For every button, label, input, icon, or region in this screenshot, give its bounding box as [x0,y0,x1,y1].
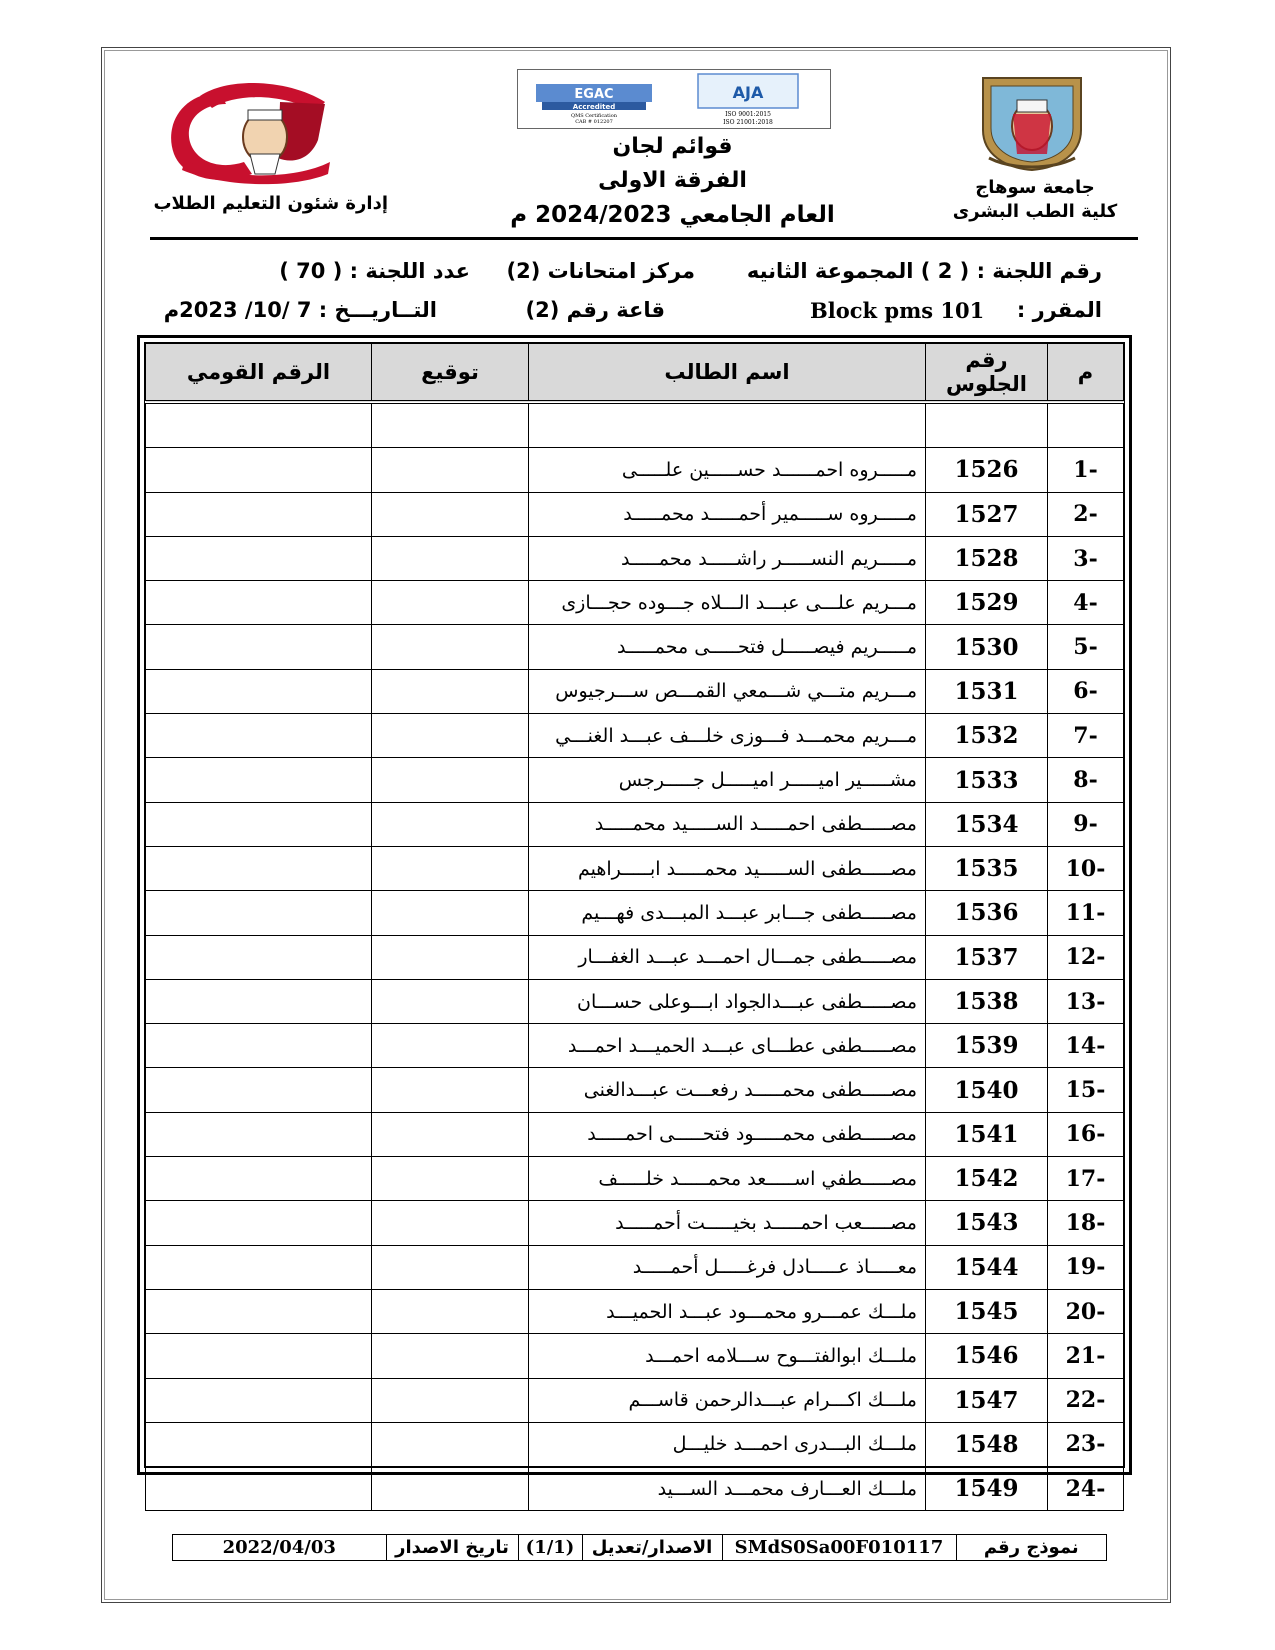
issue-date-label: تاريخ الاصدار [386,1535,518,1560]
seat-number: 1533 [926,758,1048,802]
national-id-cell [146,891,372,935]
signature-cell [372,935,529,979]
sohag-university-logo [973,70,1091,172]
national-id-cell [146,979,372,1023]
committee-count: عدد اللجنة : ( 70 ) [279,259,470,283]
exam-date: التــاريـــخ : 7 /10/ 2023م [163,298,437,322]
row-index: -13 [1048,979,1124,1023]
student-roster-table [137,335,1132,1503]
table-row [146,448,1124,492]
version-value: (1/1) [518,1535,582,1560]
form-number-label: نموذج رقم [956,1535,1106,1560]
signature-cell [372,669,529,713]
student-name: مصـــــطفى عطـــاى عبـــد الحميـــد احمـــد [529,1024,926,1068]
row-index: -2 [1048,492,1124,536]
seat-number: 1540 [926,1068,1048,1112]
row-index: -8 [1048,758,1124,802]
university-line-1: جامعة سوهاج [975,177,1095,198]
national-id-cell [146,581,372,625]
sohag-medicine-logo [160,82,350,186]
seat-number: 1537 [926,935,1048,979]
student-name: مصـــــطفى الســـــيد محمـــــد ابـــــراهيم [529,846,926,890]
student-name: مصـــــطفى جـــابر عبـــد المبـــدى فهـــيم [529,891,926,935]
row-index: -19 [1048,1245,1124,1289]
student-name: مـــــروه احمــــــد حســـــين علـــــى [529,448,926,492]
version-label: الاصدار/تعديل [582,1535,722,1560]
signature-cell [372,492,529,536]
row-index: -10 [1048,846,1124,890]
signature-cell [372,1334,529,1378]
row-index: -3 [1048,536,1124,580]
seat-number: 1542 [926,1157,1048,1201]
national-id-cell [146,1422,372,1466]
student-name: مشـــــير اميـــــر اميـــــل جـــــرجس [529,758,926,802]
exam-center: مركز امتحانات (2) [506,259,695,283]
table-row [146,1112,1124,1156]
student-name: ملـــك العـــارف محمـــد الســـيد [529,1467,926,1511]
row-index: -16 [1048,1112,1124,1156]
seat-number: 1549 [926,1467,1048,1511]
svg-text:EGAC: EGAC [574,87,614,102]
row-index: -21 [1048,1334,1124,1378]
row-index: -5 [1048,625,1124,669]
row-index: -17 [1048,1157,1124,1201]
hall-number: قاعة رقم (2) [525,298,665,322]
course-value: Block pms 101 [810,298,985,323]
table-spacer [146,402,1124,448]
title-line-3: العام الجامعي 2024/2023 م [510,202,835,228]
student-name: مصـــــطفى عبـــدالجواد ابـــوعلى حســـان [529,979,926,1023]
header-seat-number: رقم الجلوس [926,344,1048,403]
national-id-cell [146,802,372,846]
national-id-cell [146,1024,372,1068]
table-row [146,758,1124,802]
table-row [146,1024,1124,1068]
national-id-cell [146,1334,372,1378]
signature-cell [372,536,529,580]
seat-number: 1539 [926,1024,1048,1068]
seat-number: 1530 [926,625,1048,669]
student-name: ملـــك البـــدرى احمـــد خليـــل [529,1422,926,1466]
signature-cell [372,802,529,846]
national-id-cell [146,1378,372,1422]
signature-cell [372,758,529,802]
signature-cell [372,1245,529,1289]
svg-text:Accredited: Accredited [572,103,616,111]
row-index: -20 [1048,1289,1124,1333]
title-line-2: الفرقة الاولى [598,168,747,193]
student-name: مصـــــطفي اســـــعد محمـــــد خلـــــف [529,1157,926,1201]
student-name: ملـــك عمـــرو محمـــود عبـــد الحميـــد [529,1289,926,1333]
student-name: مصـــــطفى محمـــــد رفعـــت عبـــدالغنى [529,1068,926,1112]
signature-cell [372,979,529,1023]
table-row [146,492,1124,536]
committee-number: رقم اللجنة : ( 2 ) المجموعة الثانيه [746,259,1102,283]
course-label: المقرر : [1016,298,1102,322]
table-row [146,1334,1124,1378]
seat-number: 1541 [926,1112,1048,1156]
form-footer [172,1534,1107,1561]
national-id-cell [146,669,372,713]
seat-number: 1531 [926,669,1048,713]
spacer-cell [146,402,372,448]
national-id-cell [146,1157,372,1201]
svg-text:QMS Certification: QMS Certification [571,113,617,119]
signature-cell [372,625,529,669]
row-index: -22 [1048,1378,1124,1422]
svg-text:ISO 9001:2015: ISO 9001:2015 [725,111,771,118]
table-row [146,1201,1124,1245]
national-id-cell [146,1467,372,1511]
table-row [146,1245,1124,1289]
national-id-cell [146,1068,372,1112]
national-id-cell [146,625,372,669]
spacer-cell [529,402,926,448]
national-id-cell [146,935,372,979]
row-index: -7 [1048,714,1124,758]
national-id-cell [146,1201,372,1245]
spacer-cell [1048,402,1124,448]
seat-number: 1529 [926,581,1048,625]
table-row [146,1289,1124,1333]
university-name [950,176,1120,224]
form-number: SMdS0Sa00F010117 [722,1535,956,1560]
table-row [146,714,1124,758]
table-row [146,891,1124,935]
row-index: -1 [1048,448,1124,492]
svg-text:ISO 21001:2018: ISO 21001:2018 [723,119,773,126]
row-index: -23 [1048,1422,1124,1466]
student-name: مـــريم علـــى عبـــد الـــلاه جـــوده حجـــازى [529,581,926,625]
row-index: -14 [1048,1024,1124,1068]
table-row [146,979,1124,1023]
seat-number: 1543 [926,1201,1048,1245]
seat-number: 1538 [926,979,1048,1023]
row-index: -11 [1048,891,1124,935]
header-student-name: اسم الطالب [529,344,926,403]
student-name: معـــــاذ عـــــادل فرغـــــل أحمـــــد [529,1245,926,1289]
student-name: مصـــــعب احمـــــد بخيـــــت أحمـــــد [529,1201,926,1245]
student-name: مصـــــطفى احمـــــد الســـــيد محمـــــد [529,802,926,846]
seat-number: 1546 [926,1334,1048,1378]
issue-date: 2022/04/03 [222,1537,336,1558]
table-row [146,1422,1124,1466]
signature-cell [372,846,529,890]
signature-cell [372,581,529,625]
student-name: مـــــريم فيصـــــل فتحـــــى محمـــــد [529,625,926,669]
national-id-cell [146,536,372,580]
title-line-1: قوائم لجان [612,134,733,159]
seat-number: 1535 [926,846,1048,890]
signature-cell [372,714,529,758]
national-id-cell [146,492,372,536]
student-name: مـــــروه ســـــمير أحمـــــد محمـــــد [529,492,926,536]
spacer-cell [372,402,529,448]
signature-cell [372,1157,529,1201]
seat-number: 1527 [926,492,1048,536]
signature-cell [372,448,529,492]
table-row [146,625,1124,669]
row-index: -4 [1048,581,1124,625]
signature-cell [372,1201,529,1245]
seat-number: 1548 [926,1422,1048,1466]
table-row [146,669,1124,713]
table-header-row [146,344,1124,403]
signature-cell [372,1112,529,1156]
seat-number: 1544 [926,1245,1048,1289]
signature-cell [372,1422,529,1466]
table-row [146,581,1124,625]
table-row [146,846,1124,890]
seat-number: 1532 [926,714,1048,758]
student-name: ملـــك ابوالفتـــوح ســـلامه احمـــد [529,1334,926,1378]
signature-cell [372,1068,529,1112]
student-name: مـــريم متـــي شـــمعي القمـــص ســـرجيوس [529,669,926,713]
header-index: م [1048,344,1124,403]
row-index: -6 [1048,669,1124,713]
student-name: مـــــريم النســـــر راشـــــد محمـــــد [529,536,926,580]
table-row [146,536,1124,580]
svg-text:AJA: AJA [732,83,764,102]
header-signature: توقيع [372,344,529,403]
student-name: مـــريم محمـــد فـــوزى خلـــف عبـــد الغنـــي [529,714,926,758]
faculty-line: كلية الطب البشرى [952,201,1118,222]
seat-number: 1528 [926,536,1048,580]
signature-cell [372,1467,529,1511]
national-id-cell [146,1289,372,1333]
signature-cell [372,1378,529,1422]
table-row [146,1467,1124,1511]
national-id-cell [146,714,372,758]
signature-cell [372,891,529,935]
seat-number: 1534 [926,802,1048,846]
signature-cell [372,1024,529,1068]
national-id-cell [146,448,372,492]
row-index: -9 [1048,802,1124,846]
header-divider [150,237,1138,240]
national-id-cell [146,1112,372,1156]
department-name: إدارة شئون التعليم الطلاب [153,193,388,214]
table-row [146,1068,1124,1112]
national-id-cell [146,846,372,890]
header-national-id: الرقم القومي [146,344,372,403]
national-id-cell [146,1245,372,1289]
document-title [470,130,875,232]
row-index: -12 [1048,935,1124,979]
svg-text:CAB # 012207: CAB # 012207 [575,119,613,125]
spacer-cell [926,402,1048,448]
student-name: مصـــــطفى جمـــال احمـــد عبـــد الغفـــار [529,935,926,979]
seat-number: 1526 [926,448,1048,492]
row-index: -18 [1048,1201,1124,1245]
student-name: مصـــــطفى محمـــــود فتحـــــى احمـــــد [529,1112,926,1156]
certification-logos [517,69,831,129]
table-row [146,935,1124,979]
signature-cell [372,1289,529,1333]
table-row [146,802,1124,846]
student-name: ملـــك اكـــرام عبـــدالرحمن قاســـم [529,1378,926,1422]
seat-number: 1545 [926,1289,1048,1333]
table-row [146,1157,1124,1201]
row-index: -15 [1048,1068,1124,1112]
seat-number: 1536 [926,891,1048,935]
seat-number: 1547 [926,1378,1048,1422]
national-id-cell [146,758,372,802]
row-index: -24 [1048,1467,1124,1511]
table-row [146,1378,1124,1422]
